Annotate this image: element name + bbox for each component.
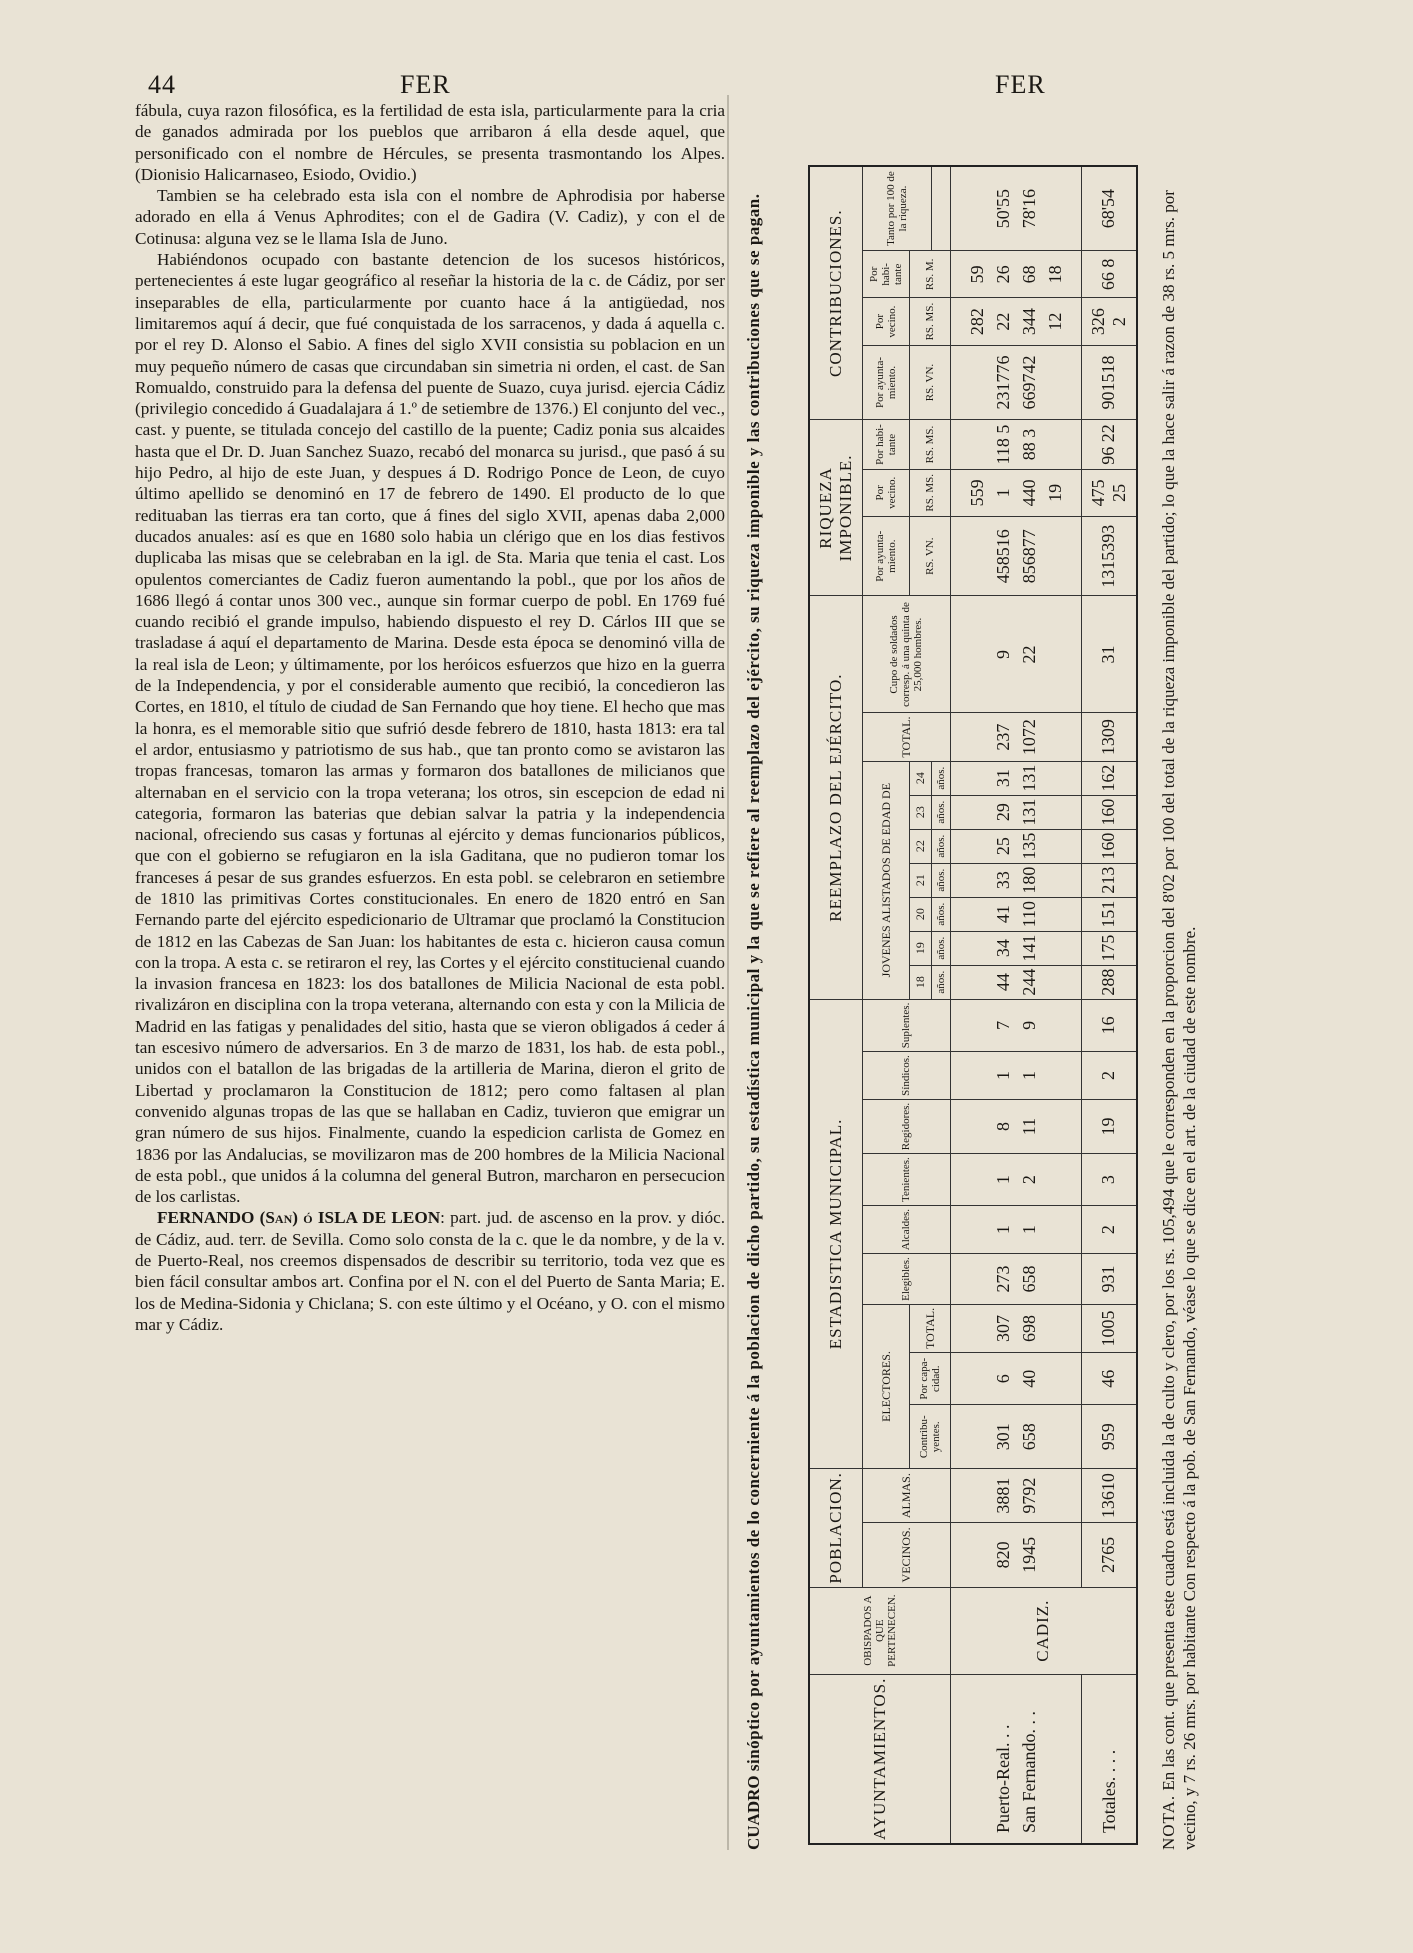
col-contribuyentes: Contribu-yentes.: [910, 1405, 950, 1469]
cell: 6 40: [950, 1353, 1081, 1405]
age-18: 18: [910, 965, 932, 999]
age-unit: años.: [932, 931, 950, 965]
cell: 301 658: [950, 1405, 1081, 1469]
age-unit: años.: [932, 897, 950, 931]
cell: 96 22: [1081, 420, 1137, 469]
running-header-left: FER: [400, 70, 451, 99]
cell: 162: [1081, 761, 1137, 795]
cell: 3: [1081, 1154, 1137, 1206]
col-elegibles: Elegibles.: [862, 1254, 950, 1305]
cell: 288: [1081, 965, 1137, 999]
age-19: 19: [910, 931, 932, 965]
col-tenientes: Tenientes.: [862, 1154, 950, 1206]
age-20: 20: [910, 897, 932, 931]
col-ayuntamientos: AYUNTAMIENTOS.: [809, 1674, 950, 1844]
cell: 820 1945: [950, 1523, 1081, 1587]
synoptic-table: [808, 165, 1138, 1845]
cell: 34 141: [950, 931, 1081, 965]
cell: 307 698: [950, 1304, 1081, 1352]
col-vecinos: VECINOS.: [862, 1523, 950, 1587]
note-text: En las cont. que presenta este cuadro está incluida la de culto y clero, por los rs. 105,494 que le corresponden en la proporcion del 8'02 por 100 del total de la riqueza imponible del partido; lo que la hace salir á razon de 38 rs. 5 mrs. por vecino, y 7 rs. 26 mrs. por habitante Con respecto á la pob. de San Fernando, véase lo que se dice en el art. de la ciudad de este nombre.: [1159, 190, 1199, 1850]
cell: 8 11: [950, 1099, 1081, 1153]
cell: 458516 856877: [950, 516, 1081, 596]
col-contrib-ayunt: Por ayunta-miento.: [862, 345, 910, 420]
paragraph-aphrodisia: Tambien se ha celebrado esta isla con el nombre de Aphrodisia por haberse adorado en ella á Venus Aphrodites; con el de Gadira (V. Cadiz), y con el de Cotinusa: alguna vez se le llama Isla de Juno.: [135, 186, 725, 248]
age-unit: años.: [932, 829, 950, 863]
cell: 25 135: [950, 829, 1081, 863]
cell: 44 244: [950, 965, 1081, 999]
cell: 31: [1081, 596, 1137, 713]
cell: 2: [1081, 1205, 1137, 1253]
col-sindicos: Síndicos.: [862, 1052, 950, 1100]
col-obispados: OBISPADOS A QUE PERTENECEN.: [809, 1587, 950, 1674]
cell: 1 1: [950, 1205, 1081, 1253]
group-contribuciones: CONTRIBUCIONES.: [809, 166, 862, 420]
age-unit: años.: [932, 795, 950, 829]
col-contrib-vecino: Por vecino.: [862, 298, 910, 345]
col-cupo: Cupo de soldados corresp. á una quinta de 25,000 hombres.: [862, 596, 950, 713]
age-23: 23: [910, 795, 932, 829]
cell: 213: [1081, 863, 1137, 897]
rotated-synoptic-table-block: [738, 110, 1298, 1850]
cell: 160: [1081, 829, 1137, 863]
cell: 31 131: [950, 761, 1081, 795]
cell: 68'54: [1081, 166, 1137, 251]
age-21: 21: [910, 863, 932, 897]
running-header-right: FER: [995, 70, 1046, 99]
age-unit: años.: [932, 863, 950, 897]
cell: 9 22: [950, 596, 1081, 713]
col-total-reemplazo: TOTAL.: [862, 713, 950, 761]
unit-rsms: RS. MS.: [910, 469, 950, 516]
cell: 475 25: [1081, 469, 1137, 516]
paragraph-fabula: fábula, cuya razon filosófica, es la fertilidad de esta isla, particularmente para la cria de ganados admirada por los pueblos que arribaron á ella desde aquel, que personificado con el nombre de Hércules, se presenta trasmontando los Alpes. (Dionisio Halicarnaseo, Esiodo, Ovidio.): [135, 101, 725, 184]
row-name: Puerto-Real. . . San Fernando. . .: [950, 1674, 1081, 1844]
caption-text: sinóptico por ayuntamientos de lo concerniente á la poblacion de dicho partido, su estadística municipal y la que se refiere al reemplazo del ejército, su riqueza imponible y las contribuciones que se pagan.: [744, 193, 763, 1772]
cell: 29 131: [950, 795, 1081, 829]
cell: 237 1072: [950, 713, 1081, 761]
article-text-column: [135, 100, 725, 1335]
table-row: [950, 166, 1081, 1844]
cell: 7 9: [950, 999, 1081, 1052]
entry-headword: FERNANDO (San) ó ISLA DE LEON: [157, 1208, 441, 1228]
caption-lead: CUADRO: [744, 1775, 763, 1850]
cell: 1005: [1081, 1304, 1137, 1352]
cell: 151: [1081, 897, 1137, 931]
col-almas: ALMAS.: [862, 1469, 950, 1523]
col-riqueza-ayunt: Por ayunta-miento.: [862, 516, 910, 596]
cell: 2765: [1081, 1523, 1137, 1587]
paragraph-fernando-entry: [135, 1207, 725, 1335]
group-estadistica: ESTADISTICA MUNICIPAL.: [809, 999, 862, 1468]
cell: 231776 669742: [950, 345, 1081, 420]
cell: 1315393: [1081, 516, 1137, 596]
col-riqueza-hab: Por habi-tante: [862, 420, 910, 469]
cell: 273 658: [950, 1254, 1081, 1305]
col-tanto-por-100: Tanto por 100 de la riqueza.: [862, 166, 932, 251]
cell: 1 2: [950, 1154, 1081, 1206]
group-poblacion: POBLACION.: [809, 1469, 862, 1588]
col-total-electores: TOTAL.: [910, 1304, 950, 1352]
cell: 1309: [1081, 713, 1137, 761]
table-caption: [743, 150, 765, 1850]
entry-body: : part. jud. de ascenso en la prov. y dióc. de Cádiz, aud. terr. de Sevilla. Como solo consta de la c. que le da nombre, y de la v. de Puerto-Real, nos creemos dispensados de describir su territorio, toda vez que es bien fácil consultar ambos art. Confina por el N. con el del Puerto de Santa Maria; E. los de Medina-Sidonia y Chiclana; S. con este último y el Océano, y O. con el mismo mar y Cádiz.: [135, 1208, 726, 1334]
cell: 931: [1081, 1254, 1137, 1305]
cell: 175: [1081, 931, 1137, 965]
cell: 59 26 68 18: [950, 251, 1081, 298]
cell: 559 1 440 19: [950, 469, 1081, 516]
unit-rsvn: RS. VN.: [910, 516, 950, 596]
age-24: 24: [910, 761, 932, 795]
cell: 1 1: [950, 1052, 1081, 1100]
obispado-cadiz: CADIZ.: [950, 1587, 1137, 1674]
unit-rsvn: RS. VN.: [910, 345, 950, 420]
cell: 33 180: [950, 863, 1081, 897]
age-22: 22: [910, 829, 932, 863]
cell: 13610: [1081, 1469, 1137, 1523]
col-suplentes: Suplentes.: [862, 999, 950, 1052]
cell: 3881 9792: [950, 1469, 1081, 1523]
unit-rsms: RS. MS.: [910, 420, 950, 469]
group-jovenes: JOVENES ALISTADOS DE EDAD DE: [862, 761, 910, 999]
group-reemplazo: REEMPLAZO DEL EJÉRCITO.: [809, 596, 862, 999]
unit-rsms: RS. MS.: [910, 298, 950, 345]
cell: 46: [1081, 1353, 1137, 1405]
col-capacidad: Por capa-cidad.: [910, 1353, 950, 1405]
cell: 16: [1081, 999, 1137, 1052]
col-alcaldes: Alcaldes.: [862, 1205, 950, 1253]
cell: 959: [1081, 1405, 1137, 1469]
cell: 41 110: [950, 897, 1081, 931]
table-note: [1158, 150, 1200, 1850]
cell: 19: [1081, 1099, 1137, 1153]
cell: 118 5 88 3: [950, 420, 1081, 469]
col-riqueza-vecino: Por vecino.: [862, 469, 910, 516]
group-riqueza: RIQUEZA IMPONIBLE.: [809, 420, 862, 596]
cell: 50'55 78'16: [950, 166, 1081, 251]
cell: 901518: [1081, 345, 1137, 420]
col-contrib-hab: Por habi-tante: [862, 251, 910, 298]
note-label: NOTA.: [1159, 1794, 1178, 1850]
page-number: 44: [148, 70, 176, 99]
page-seam: [727, 95, 729, 1850]
unit-blank: [932, 166, 950, 251]
age-unit: años.: [932, 965, 950, 999]
cell: 282 22 344 12: [950, 298, 1081, 345]
age-unit: años.: [932, 761, 950, 795]
cell: 2: [1081, 1052, 1137, 1100]
cell: 66 8: [1081, 251, 1137, 298]
paragraph-historia: Habiéndonos ocupado con bastante detencion de los sucesos históricos, pertenecientes á este lugar geográfico al reseñar la historia de la c. de Cádiz, por ser inseparables de ella, particularmente por cuanto hace á la antigüedad, nos limitaremos aquí á decir, que fué conquistada de los sarracenos, y dada á aquella c. por el rey D. Alonso el Sabio. A fines del siglo XVII consistia su poblacion en un muy pequeño número de casas que circundaban sin simetria ni orden, el cast. de San Romualdo, construido para la defensa del puente de Suazo, cuya jurisd. ejercia Cádiz (privilegio concedido á Guadalajara á 1.º de setiembre de 1376.) El conjunto del vec., cast. y puente, se titulada concejo del castillo de la puente; Cadiz ponia sus alcaides hasta que el Dr. D. Juan Sanchez Suazo, recabó del monarca su jurisd., que pasó á su hijo Pedro, al hijo de este Juan, y despues á D. Rodrigo Ponce de Leon, de cuyo último apellido se denominó en 17 de febrero de 1490. El producto de lo que redituaban las tierras era tan corto, que á fines del siglo XVII, apenas daba 2,000 ducados anuales: así es que en 1680 solo habia un clérigo que en los dias festivos duplicaba las misas que se celebraban en la igl. de Sta. Maria que tenia el cast. Los opulentos comerciantes de Cadiz fueron aumentando la pobl., que por los años de 1686 llegó á contar unos 300 vec., aunque sin formar cuerpo de pobl. En 1769 fué cuando recibió el grande impulso, habiendo dispuesto el rey D. Cárlos III que se trasladase á aquí el departamento de Marina. Desde esta época se denominó villa de la real isla de Leon; y últimamente, por los heróicos esfuerzos que hizo en la guerra de la Independencia, y por el considerable aumento que recibió, la concedieron las Cortes, en 1810, el título de ciudad de San Fernando que hoy tiene. El hecho que mas la honra, es el memorable sitio que sufrió desde febrero de 1810, hasta 1813: era tal el ardor, entusiasmo y patriotismo de sus hab., que tan pronto como se avistaron las tropas francesas, tomaron las armas y formaron dos batallones de milicianos que alternaban en el servicio con la tropa veterana; los otros, sin escepcion de edad ni categoria, formaron las baterias que debian salvar la patria y la independencia nacional, ofreciendo sus casas y fortunas al ejército y demas funcionarios públicos, que con el gobierno se refugiaron en la isla Gaditana, que no pudieron tomar los franceses á pesar de sus grandes esfuerzos. En esta pobl. se celebraron en setiembre de 1810 las primitivas Cortes constitucionales. En enero de 1820 entró en San Fernando parte del ejército espedicionario de Ultramar que proclamó la Constitucion de 1812 en las Cabezas de San Juan: los habitantes de esta c. hicieron causa comun con la tropa. A esta c. se retiraron el rey, las Cortes y el ejército constitucienal cuando la invasion francesa en 1823: los dos batallones de Milicia Nacional de esta pobl. rivalizáron en disciplina con la tropa veterana, alternando con esta y con la Milicia de Madrid en las fatigas y penalidades del sitio, hasta que se vieron obligados á ceder á tan escesivo número de adversarios. En 3 de marzo de 1831, los hab. de esta pobl., unidos con el batallon de las brigadas de la artilleria de Marina, dieron el grito de Libertad y proclamaron la Constitucion de 1812; pero como faltasen al plan convenido algunas tropas de las que se hallaban en Cadiz, tuvieron que emigrar un gran número de sus hijos. Finalmente, cuando la espedicion carlista de Gomez en 1836 por las Andalucias, se movilizaron mas de 200 hombres de la Milicia Nacional de esta pobl., que unidos á la columna del general Butron, marcharon en persecucion de los carlistas.: [135, 250, 725, 1207]
cell: 326 2: [1081, 298, 1137, 345]
totals-label: Totales. . . .: [1081, 1674, 1137, 1844]
col-regidores: Regidores.: [862, 1099, 950, 1153]
unit-rsm: RS. M.: [910, 251, 950, 298]
group-electores: ELECTORES.: [862, 1304, 910, 1468]
cell: 160: [1081, 795, 1137, 829]
